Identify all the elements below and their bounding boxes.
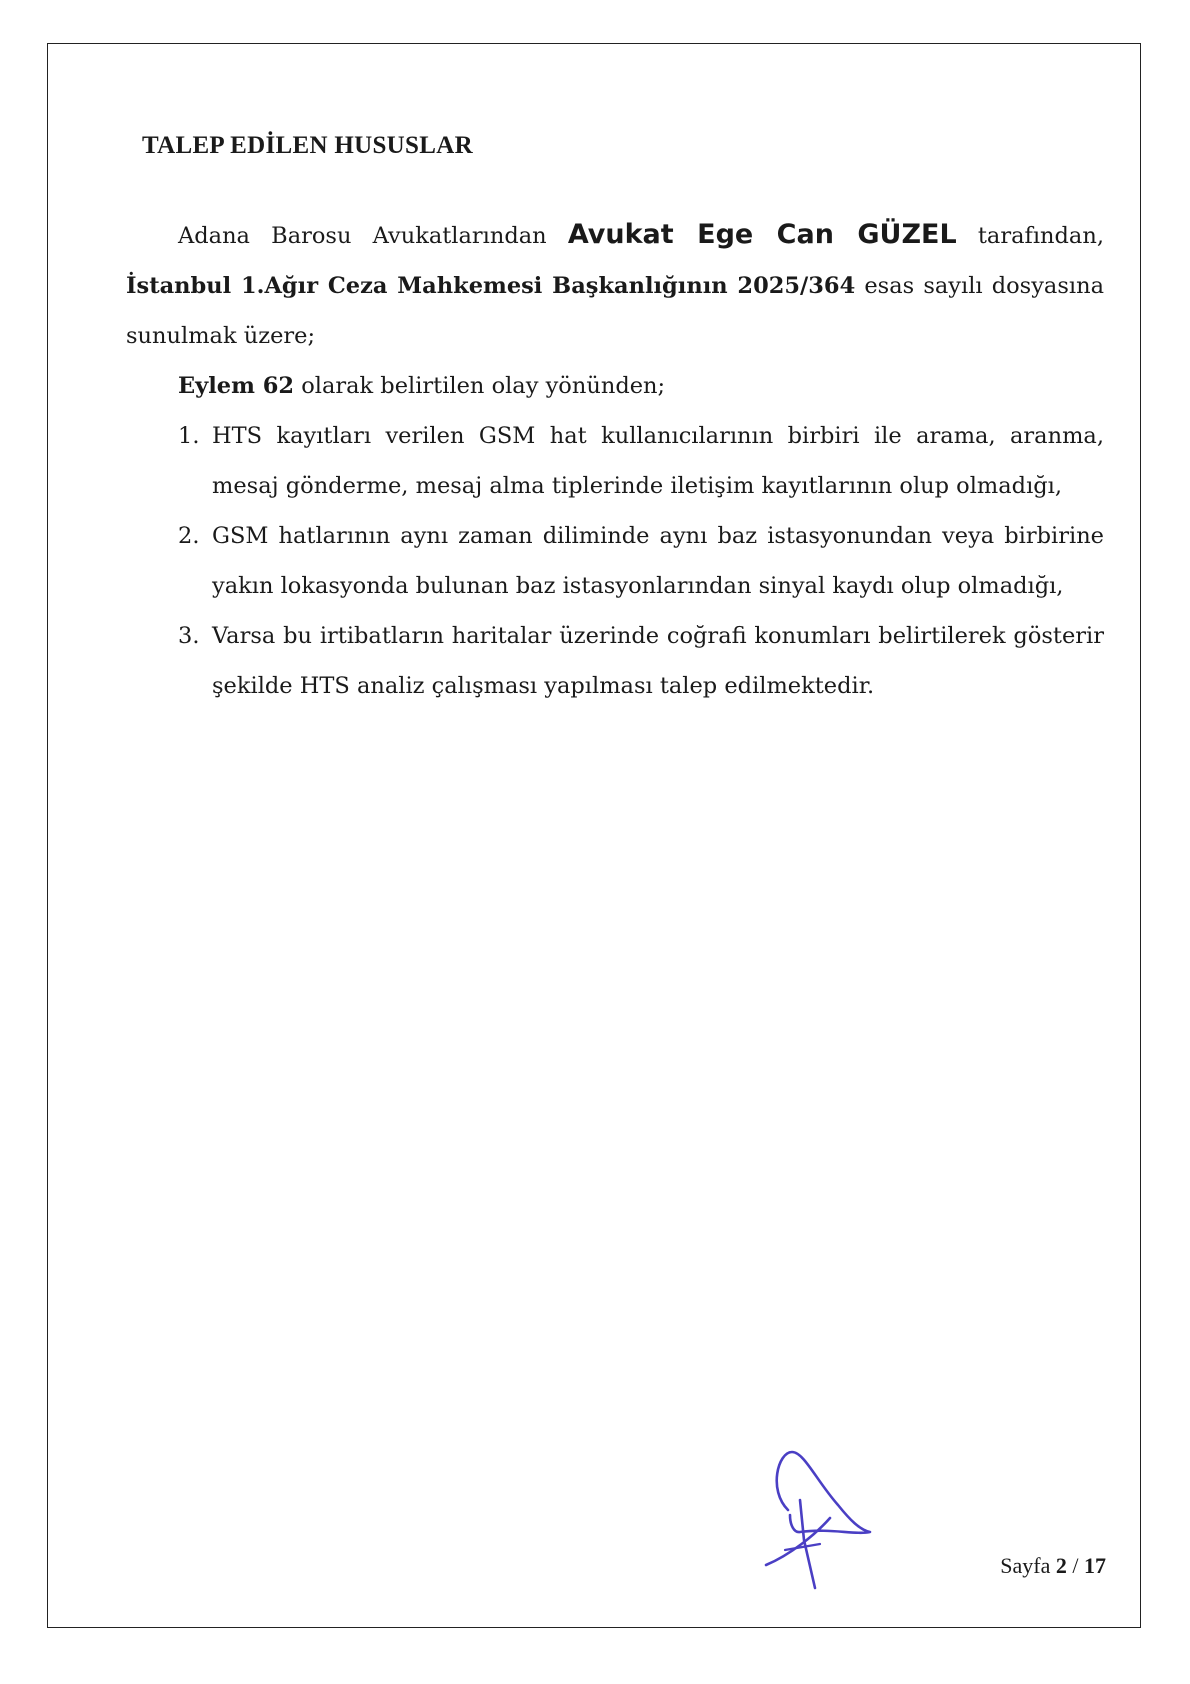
list-item-number: 3. bbox=[178, 623, 200, 649]
page-number-total: 17 bbox=[1084, 1553, 1106, 1578]
intro-text-2: tarafından, bbox=[956, 223, 1104, 249]
list-item-number: 1. bbox=[178, 423, 200, 449]
intro-text-1: Adana Barosu Avukatlarından bbox=[178, 223, 568, 249]
page-number-current: 2 bbox=[1055, 1553, 1067, 1578]
document-body bbox=[126, 210, 1104, 711]
request-list bbox=[126, 411, 1104, 711]
event-text: olarak belirtilen olay yönünden; bbox=[294, 373, 666, 399]
court-reference: İstanbul 1.Ağır Ceza Mahkemesi Başkanlığının 2025/364 bbox=[126, 273, 856, 299]
list-item bbox=[126, 411, 1104, 511]
intro-text-3: esas sayılı dosyasına sunulmak üzere; bbox=[126, 273, 1104, 349]
signature-image bbox=[760, 1440, 880, 1600]
lawyer-name: Avukat Ege Can GÜZEL bbox=[567, 219, 957, 250]
list-item bbox=[126, 611, 1104, 711]
list-item bbox=[126, 511, 1104, 611]
event-label: Eylem 62 bbox=[178, 373, 295, 399]
page-number bbox=[1000, 1553, 1106, 1579]
list-item-number: 2. bbox=[178, 523, 200, 549]
list-item-text: HTS kayıtları verilen GSM hat kullanıcılarının birbiri ile arama, aranma, mesaj gönderme, mesaj alma tiplerinde iletişim kayıtlarının olup olmadığı, bbox=[212, 423, 1104, 499]
page-number-separator: / bbox=[1066, 1553, 1084, 1578]
page-number-prefix: Sayfa bbox=[1000, 1553, 1056, 1578]
section-heading: TALEP EDİLEN HUSUSLAR bbox=[142, 132, 473, 159]
list-item-text: GSM hatlarının aynı zaman diliminde aynı baz istasyonundan veya birbirine yakın lokasyonda bulunan baz istasyonlarından sinyal kaydı olup olmadığı, bbox=[212, 523, 1104, 599]
intro-paragraph bbox=[126, 210, 1104, 361]
list-item-text: Varsa bu irtibatların haritalar üzerinde coğrafi konumları belirtilerek gösterir şekilde HTS analiz çalışması yapılması talep edilmektedir. bbox=[212, 623, 1104, 699]
event-line bbox=[126, 361, 1104, 411]
